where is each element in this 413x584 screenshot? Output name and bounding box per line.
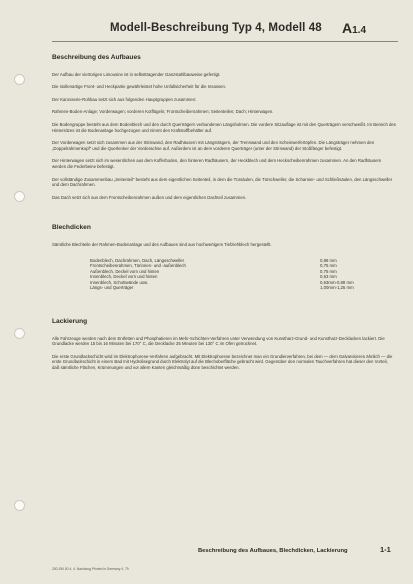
row-value: 0,63 mm xyxy=(320,274,337,280)
row-value: 0,75 mm xyxy=(320,263,337,269)
row-value: 0,75 mm xyxy=(320,268,337,274)
paragraph: Rahmen-Boden-Anlage; Vorderwagen; vorderen Kotflügeln; Frontscheibenrahmen; Seitenteilen; Dach; Hinterwagen. xyxy=(52,109,274,115)
imprint-line: 200.190.00 4. 4. Nachdrug Printed in Germany 4. 79 xyxy=(52,567,129,571)
paragraph: Der Aufbau der viertürigen Limousine ist in selbsttragender Ganzstahlbauweise gefertigt. xyxy=(52,71,221,77)
punch-hole xyxy=(14,500,25,511)
page-content xyxy=(52,55,396,378)
row-label: Innenblech, Deckel vorn und hinten xyxy=(90,274,158,280)
row-label: Bodenblech, Dachrahmen, Dach, Längsschweller xyxy=(90,257,185,263)
paragraph: Alle Fahrzeuge werden nach dem Entfetten und Phosphatieren im Mehr-Schichten-Verfahren unter Verwendung von Kunstharz-Grund- und Kunstharz-Decklacken lackiert. Die Grundlacke werden 15 bis 16 Minuten bei 170° C, die Decklacke 25 Minuten bei 130° C im Ofen getrocknet. xyxy=(52,335,385,347)
paragraph: Die erste Grundlackschicht wird im Elektrophorese-Verfahren aufgebracht. Mit Elektrophorese bezeichnet man ein Grundierverfahren, bei dem — dem Galvanisieren ähnlich — die erste Grundlackschicht in einem Bad mit Hydrolisegrund durch Elektrolyt auf die Blechoberfläche gebracht wird. Gegenüber den normalen Tauchverfahren hat dieser den Vorteil, daß sämtliche Flächen, Krümmungen und vor allem Kanten gleichmäßig dünn beschichtet werden. xyxy=(52,353,393,371)
footer-title: Beschreibung des Aufbaues, Blechdicken, Lackierung xyxy=(198,548,348,554)
paragraph: Der Hinterwagen setzt sich im wesentlichen aus dem Kofferboden, den hinteren Radhäusern, der Heckblech und dem Heckscheibenrahmen zusammen. An den Radhäusern werden die Federbeine befestigt. xyxy=(52,158,382,169)
row-value: 0,63mm-0,88 mm xyxy=(320,279,354,285)
paragraph: Die Bodengruppe besteht aus dem Bodenblech und den durch Querträgern verbundenen Längsholmen. Die vordere Sitzauflage ist mit den Querträgern verschweißt. Im Bereich des Hintersitzes ist die Bodenanlage hochgezogen und nimmt den Kraftstoffbehälter auf. xyxy=(52,121,396,133)
paragraph: Sämtliche Blechteile der Rahmen-Bodenanlage und des Aufbaues sind aus hochwertigem Tiefziehblech hergestellt. xyxy=(52,241,272,247)
page-number: 1-1 xyxy=(380,545,391,554)
section-heading: Beschreibung des Aufbaues xyxy=(52,54,141,61)
row-label: Längs- und Querträger xyxy=(90,285,134,291)
row-value: 0,88 mm xyxy=(320,257,337,263)
punch-hole xyxy=(14,191,25,202)
paragraph: Das Dach setzt sich aus dem Frontscheibenrahmen außen und dem eigentlichen Dachteil zusammen. xyxy=(52,194,247,200)
section-code-letter: A xyxy=(342,20,353,36)
section-heading: Blechdicken xyxy=(52,224,91,232)
section-code-number: 1.4 xyxy=(352,25,367,36)
page-header xyxy=(70,20,390,42)
punch-hole xyxy=(14,74,25,85)
punch-hole xyxy=(14,328,25,339)
row-label: Außenblech, Deckel vorn und hinten xyxy=(90,268,160,274)
paragraph: Der vollständige Zusammenbau „Seitenteil“ besteht aus dem eigentlichen Seitenteil, in dem die Türsäulen, die Türschweller, die Scharnier- und Schließsäulen, den Längsschweller und dem Dachrahmen. xyxy=(52,176,393,188)
section-heading: Lackierung xyxy=(52,318,88,326)
row-label: Innenblech, Schottwände usw. xyxy=(90,279,149,285)
header-rule xyxy=(52,41,398,42)
thickness-table xyxy=(90,258,356,292)
paragraph: Der Karosserie-Rohbau setzt sich aus folgenden Hauptgruppen zusammen: xyxy=(52,96,197,102)
paragraph: Die stollenartige Front- und Heckpartie gewährleistet hohe Unfallsicherheit für die Insassen. xyxy=(52,84,227,90)
paragraph: Der Vorderwagen setzt sich zusammen aus der Stirnwand, den Radhäusern mit Längsträgern, der Trennwand und den Scheinwerfertöpfen. Die Längsträger nehmen den „Doppelrahmenkopf“ und die Querlenker der Vorderachse auf. Außerdem ist an dem vorderen Querträger (unter der Stirnwand) der Stoßfänger befestigt. xyxy=(52,140,375,151)
page-title: Modell-Beschreibung Typ 4, Modell 48 xyxy=(110,22,322,34)
row-value: 1,00mm-1,25 mm xyxy=(320,285,354,291)
section-code xyxy=(342,20,366,36)
row-label: Frontscheibenrahmen, Türinnen- und -außenblech xyxy=(90,263,186,269)
